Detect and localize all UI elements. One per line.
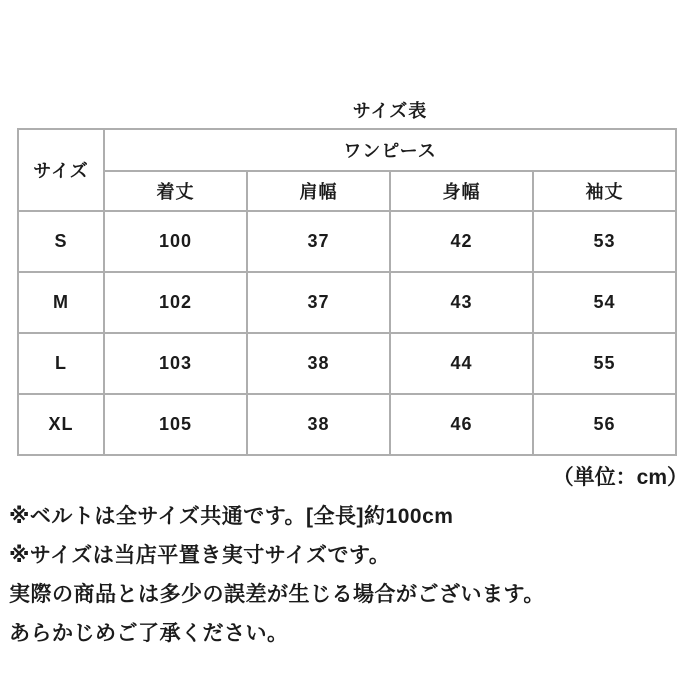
table-row: [18, 211, 676, 272]
note-tolerance: 実際の商品とは多少の誤差が生じる場合がございます。: [9, 583, 545, 606]
cell-body-length: 103: [104, 333, 247, 394]
cell-shoulder-width: 38: [247, 333, 390, 394]
cell-shoulder-width: 38: [247, 394, 390, 455]
cell-shoulder-width: 37: [247, 272, 390, 333]
table-row: [18, 272, 676, 333]
column-header-shoulder-width: 肩幅: [247, 171, 390, 211]
page-title: サイズ表: [352, 101, 428, 121]
cell-body-length: 102: [104, 272, 247, 333]
table-header-group-row: [18, 129, 676, 171]
size-label: M: [18, 272, 104, 333]
cell-shoulder-width: 37: [247, 211, 390, 272]
cell-sleeve-length: 53: [533, 211, 676, 272]
column-header-body-length: 着丈: [104, 171, 247, 211]
unit-note: （単位：cm）: [552, 466, 688, 489]
note-understanding: あらかじめご了承ください。: [9, 622, 289, 645]
table-row: [18, 333, 676, 394]
size-label: L: [18, 333, 104, 394]
cell-chest-width: 42: [390, 211, 533, 272]
table-row: [18, 394, 676, 455]
cell-body-length: 100: [104, 211, 247, 272]
cell-sleeve-length: 55: [533, 333, 676, 394]
size-table: [17, 128, 677, 456]
column-header-sleeve-length: 袖丈: [533, 171, 676, 211]
cell-sleeve-length: 54: [533, 272, 676, 333]
size-label: XL: [18, 394, 104, 455]
notes-block: [9, 497, 692, 653]
column-header-size: サイズ: [18, 129, 104, 211]
table-header-measure-row: [18, 171, 676, 211]
cell-chest-width: 46: [390, 394, 533, 455]
size-label: S: [18, 211, 104, 272]
column-header-chest-width: 身幅: [390, 171, 533, 211]
cell-body-length: 105: [104, 394, 247, 455]
note-belt-common: ※ベルトは全サイズ共通です。[全長]約100cm: [9, 505, 454, 528]
cell-sleeve-length: 56: [533, 394, 676, 455]
column-group-header-onepiece: ワンピース: [104, 129, 676, 171]
cell-chest-width: 43: [390, 272, 533, 333]
note-flat-measurement: ※サイズは当店平置き実寸サイズです。: [9, 544, 391, 567]
cell-chest-width: 44: [390, 333, 533, 394]
